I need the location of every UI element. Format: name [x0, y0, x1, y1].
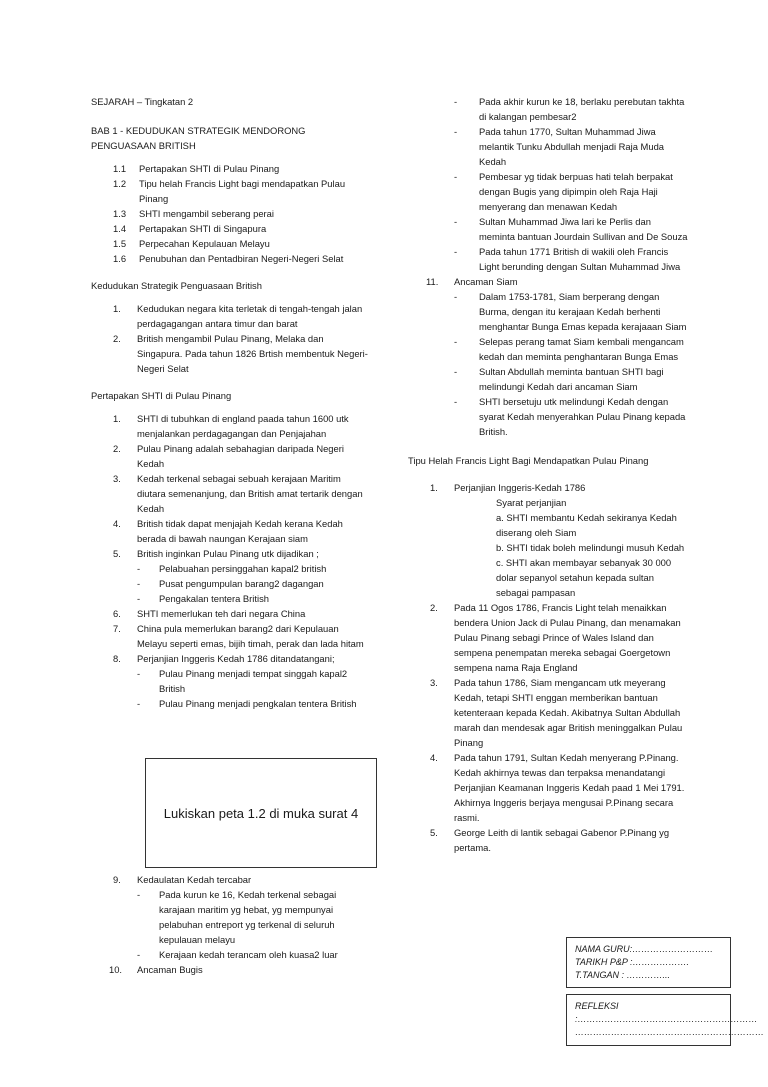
- sub-item: - Sultan Muhammad Jiwa lari ke Perlis dan meminta bantuan Jourdain Sullivan and De Souza: [454, 216, 688, 242]
- list-item: 4. British tidak dapat menjajah Kedah kerana Kedah berada di bawah naungan Kerajaan siam: [113, 518, 343, 544]
- sub-item: - SHTI bersetuju utk melindungi Kedah dengan syarat Kedah menyerahkan Pulau Pinang kepada British.: [454, 396, 686, 437]
- reflection-label: REFLEKSI: [575, 1001, 619, 1011]
- toc-item: 1.4 Pertapakan SHTI di Singapura: [113, 223, 267, 234]
- lesson-date-field: TARIKH P&P :……………….: [575, 957, 690, 967]
- teacher-name-field: NAMA GURU:………………………: [575, 944, 714, 954]
- list-item: 1. Kedudukan negara kita terletak di tengah-tengah jalan perdagagangan antara timur dan barat: [113, 303, 363, 329]
- table-of-contents: [113, 161, 369, 266]
- list-item: 6. SHTI memerlukan teh dari negara China: [113, 608, 306, 619]
- sub-item: - Pada tahun 1770, Sultan Muhammad Jiwa melantik Tunku Abdullah menjadi Raja Muda Kedah: [454, 126, 665, 167]
- syarat-item: c. SHTI akan membayar sebanyak 30 000 dolar sepanyol setahun kepada sultan sebagai pampasan: [496, 557, 672, 598]
- list-item: 1. SHTI di tubuhkan di england paada tahun 1600 utk menjalankan perdagagangan dan Penjajahan: [113, 413, 349, 439]
- list-item: 9. Kedaulatan Kedah tercabar: [113, 874, 252, 885]
- sub-item: - Pembesar yg tidak berpuas hati telah berpakat dengan Bugis yang dipimpin oleh Raja Haji menyerang dan menawan Kedah: [454, 171, 673, 212]
- sub-item: - Kerajaan kedah terancam oleh kuasa2 luar: [137, 949, 338, 960]
- list-item: 2. Pada 11 Ogos 1786, Francis Light telah menaikkan bendera Union Jack di Pulau Pinang, dan menamakan Pulau Pinang sebagi Prince of Wales Island dan sempena penempatan mereka sebagai Goergetown sempena nama Raja England: [430, 602, 681, 673]
- left-column-continued: [91, 872, 369, 977]
- list-item: 3. Pada tahun 1786, Siam mengancam utk meyerang Kedah, tetapi SHTI enggan memberikan bantuan ketenteraan kepada Kedah. Akibatnya Sultan Abdullah marah dan mendesak agar British meninggalkan Pulau Pinang: [430, 677, 683, 748]
- toc-item: 1.1 Pertapakan SHTI di Pulau Pinang: [113, 163, 280, 174]
- teacher-info-box: [566, 937, 731, 988]
- sub-item: - Pulau Pinang menjadi tempat singgah kapal2 British: [137, 668, 348, 694]
- list-item: 1. Perjanjian Inggeris-Kedah 1786: [430, 482, 586, 493]
- toc-item: 1.3 SHTI mengambil seberang perai: [113, 208, 274, 219]
- sub-item: - Selepas perang tamat Siam kembali mengancam kedah dan meminta penghantaran Bunga Emas: [454, 336, 684, 362]
- signature-field: T.TANGAN : …………...: [575, 970, 671, 980]
- subject-title: SEJARAH – Tingkatan 2: [91, 96, 194, 107]
- list-item: 4. Pada tahun 1791, Sultan Kedah menyerang P.Pinang. Kedah akhirnya tewas dan terpaksa menandatangi Perjanjian Keamanan Inggeris Kedah paad 1 Mei 1791. Akhirnya Inggeris berjaya mengusai P.Pinang secara rasmi.: [430, 752, 685, 823]
- reflection-line: :……………………………………………………: [575, 1014, 758, 1024]
- toc-item: 1.6 Penubuhan dan Pentadbiran Negeri-Negeri Selat: [113, 253, 344, 264]
- sub-item: - Dalam 1753-1781, Siam berperang dengan Burma, dengan itu kerajaan Kedah berhenti menghantar Bunga Emas kepada kerajaaan Siam: [454, 291, 687, 332]
- syarat-item: b. SHTI tidak boleh melindungi musuh Kedah: [496, 542, 685, 553]
- bugis-sub-list: [408, 94, 688, 274]
- chapter-title: BAB 1 - KEDUDUKAN STRATEGIK MENDORONG PENGUASAAN BRITISH: [91, 125, 306, 151]
- list-item: 8. Perjanjian Inggeris Kedah 1786 ditandatangani;: [113, 653, 335, 664]
- syarat-label: Syarat perjanjian: [496, 497, 567, 508]
- list-item: 11. Ancaman Siam: [426, 276, 518, 287]
- sub-item: - Pelabuahan persinggahan kapal2 british: [137, 563, 327, 574]
- toc-item: 1.2 Tipu helah Francis Light bagi mendapatkan Pulau Pinang: [113, 178, 346, 204]
- right-column: [408, 94, 688, 855]
- list-item: 10. Ancaman Bugis: [109, 964, 203, 975]
- list-item: 2. Pulau Pinang adalah sebahagian daripada Negeri Kedah: [113, 443, 344, 469]
- section-heading: Tipu Helah Francis Light Bagi Mendapatkan Pulau Pinang: [408, 455, 649, 466]
- list-item: 3. Kedah terkenal sebagai sebuah kerajaan Maritim diutara semenanjung, dan British amat tertarik dengan Kedah: [113, 473, 363, 514]
- section-heading: Pertapakan SHTI di Pulau Pinang: [91, 390, 232, 401]
- sub-item: - Pulau Pinang menjadi pengkalan tentera British: [137, 698, 357, 709]
- section-heading: Kedudukan Strategik Penguasaan British: [91, 280, 262, 291]
- sub-item: - Pengakalan tentera British: [137, 593, 269, 604]
- sub-item: - Pada akhir kurun ke 18, berlaku perebutan takhta di kalangan pembesar2: [454, 96, 685, 122]
- list-item: 5. British inginkan Pulau Pinang utk dijadikan ;: [113, 548, 319, 559]
- reflection-box: [566, 994, 764, 1046]
- map-instruction-box: Lukiskan peta 1.2 di muka surat 4: [145, 758, 377, 868]
- sub-item: - Pusat pengumpulan barang2 dagangan: [137, 578, 324, 589]
- left-column: [91, 94, 369, 711]
- toc-item: 1.5 Perpecahan Kepulauan Melayu: [113, 238, 270, 249]
- sub-item: - Pada kurun ke 16, Kedah terkenal sebagai karajaan maritim yg hebat, yg mempunyai pelabuhan entreport yg terkenal di seluruh kepulauan melayu: [137, 889, 337, 945]
- syarat-item: a. SHTI membantu Kedah sekiranya Kedah diserang oleh Siam: [496, 512, 677, 538]
- sub-item: - Pada tahun 1771 British di wakili oleh Francis Light berunding dengan Sultan Muhammad Jiwa: [454, 246, 681, 272]
- numbered-list: [91, 411, 369, 711]
- numbered-list: [91, 301, 369, 376]
- list-item: 5. George Leith di lantik sebagai Gabenor P.Pinang yg pertama.: [430, 827, 670, 853]
- numbered-list: [408, 480, 688, 855]
- list-item: 7. China pula memerlukan barang2 dari Kepulauan Melayu seperti emas, bijih timah, perak dan lada hitam: [113, 623, 364, 649]
- list-item: 2. British mengambil Pulau Pinang, Melaka dan Singapura. Pada tahun 1826 Brtish membentuk Negeri-Negeri Selat: [113, 333, 368, 374]
- sub-item: - Sultan Abdullah meminta bantuan SHTI bagi melindungi Kedah dari ancaman Siam: [454, 366, 664, 392]
- reflection-line: ………………………………………………………: [575, 1027, 764, 1037]
